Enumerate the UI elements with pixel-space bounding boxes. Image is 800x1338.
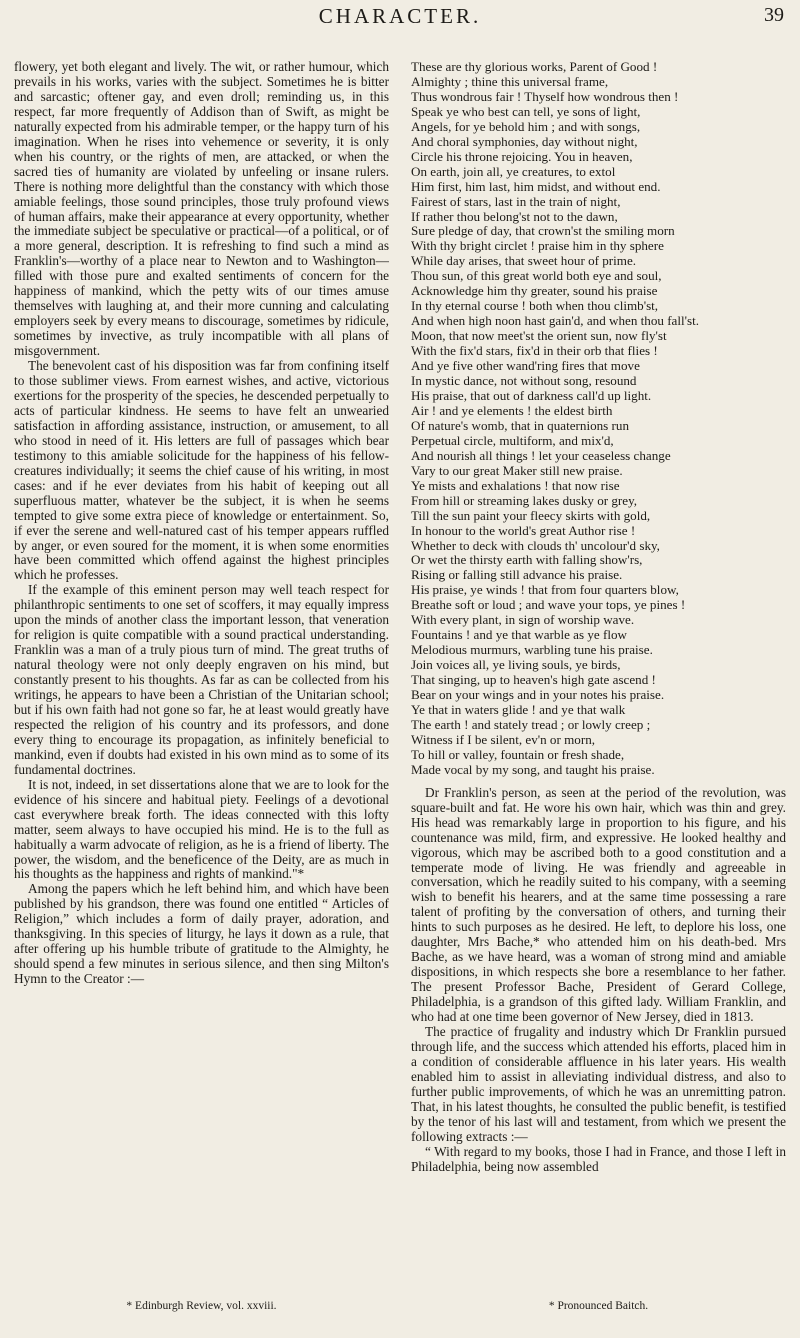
running-title: CHARACTER.: [318, 4, 482, 28]
right-column: [411, 60, 786, 1278]
paragraph: The benevolent cast of his disposition was far from confining itself to those sublimer views. From earnest wishes, and active, victorious exertions for the prosperity of the species, he descended perpetually to acts of particular kindness. He seems to have felt an unwearied satisfaction in affording assistance, instruction, or amusement, to all who stood in need of it. His letters are full of passages which bear testimony to this amiable solicitude for the happiness of his fellow-creatures individually; it seems the chief cause of his writing, in most cases: and if he ever deviates from his habit of keeping out all superfluous matter, whatever be the subject, it is when he seems tempted to give some extra piece of knowledge or entertainment. So, if ever the serene and well-natured cast of his temper appears ruffled by anger, or even soured for the moment, it is when some enormities have been committed which offend against the highest principles which he professes.: [14, 358, 389, 583]
milton-hymn-poem: [411, 60, 786, 778]
poem-line: His praise, that out of darkness call'd up light.: [411, 387, 652, 403]
poem-line: In honour to the world's great Author rise !: [411, 522, 636, 538]
poem-line: And ye five other wand'ring fires that move: [411, 358, 640, 374]
poem-line: Melodious murmurs, warbling tune his praise.: [411, 642, 653, 658]
poem-line: With the fix'd stars, fix'd in their orb that flies !: [411, 343, 658, 359]
paragraph: The practice of frugality and industry which Dr Franklin pursued through life, and the success which attended his efforts, placed him in a condition of considerable affluence in his later years. His wealth enabled him to assist in alleviating individual distress, and also to further public improvements, of which he was an unremitting patron. That, in his latest thoughts, he consulted the public benefit, is testified by the tenor of his last will and testament, from which we present the following extracts :—: [411, 1024, 786, 1144]
poem-line: Circle his throne rejoicing. You in heaven,: [411, 148, 633, 164]
poem-line: Air ! and ye elements ! the eldest birth: [411, 402, 613, 418]
page-number: 39: [764, 4, 784, 26]
poem-line: Almighty ; thine this universal frame,: [411, 73, 609, 89]
poem-line: His praise, ye winds ! that from four quarters blow,: [411, 582, 679, 598]
poem-line: Join voices all, ye living souls, ye birds,: [411, 657, 621, 673]
poem-line: The earth ! and stately tread ; or lowly creep ;: [411, 716, 651, 732]
poem-line: These are thy glorious works, Parent of Good !: [411, 60, 658, 74]
poem-line: Made vocal by my song, and taught his praise.: [411, 761, 655, 777]
poem-line: Speak ye who best can tell, ye sons of light,: [411, 103, 641, 119]
poem-line: Ye mists and exhalations ! that now rise: [411, 477, 620, 493]
poem-line: If rather thou belong'st not to the dawn,: [411, 208, 618, 224]
poem-line: Fountains ! and ye that warble as ye flow: [411, 627, 627, 643]
poem-line: Vary to our great Maker still new praise.: [411, 462, 623, 478]
paragraph: It is not, indeed, in set dissertations alone that we are to look for the evidence of his sincere and habitual piety. Feelings of a devotional cast everywhere break forth. The ideas connected with this lofty matter, seem always to have occupied his mind. He is to the full as habitually a warm advocate of religion, as he is a friend of liberty. The power, the wisdom, and the beneficence of the Deity, are as much in his thoughts as the happiness and rights of mankind."*: [14, 776, 389, 882]
left-column: [14, 60, 389, 1278]
poem-line: From hill or streaming lakes dusky or grey,: [411, 492, 638, 508]
poem-line: In thy eternal course ! both when thou climb'st,: [411, 298, 659, 314]
paragraph: If the example of this eminent person may well teach respect for philanthropic sentiments to one set of scoffers, it may equally impress upon the minds of another class the important lesson, that veneration for religion is quite compatible with a sound practical understanding. Franklin was a man of a truly pious turn of mind. The great truths of natural theology were not only deeply engraven on his mind, but constantly present to his thoughts. As far as can be collected from his writings, he appears to have been a Christian of the Unitarian school; but if his own faith had not gone so far, he at least would greatly have respected the religion of his country and its professors, and done every thing to encourage its propagation, as infinitely beneficial to mankind, even if doubts had existed in his own mind as to some of its fundamental doctrines.: [14, 582, 389, 777]
poem-line: Thou sun, of this great world both eye and soul,: [411, 268, 662, 284]
poem-line: While day arises, that sweet hour of prime.: [411, 253, 637, 269]
poem-line: Acknowledge him thy greater, sound his praise: [411, 283, 658, 299]
poem-line: Or wet the thirsty earth with falling show'rs,: [411, 552, 643, 568]
poem-line: Till the sun paint your fleecy skirts with gold,: [411, 507, 651, 523]
poem-line: Angels, for ye behold him ; and with songs,: [411, 118, 641, 134]
poem-line: Ye that in waters glide ! and ye that walk: [411, 701, 626, 717]
paragraph: Dr Franklin's person, as seen at the period of the revolution, was square-built and fat. He wore his own hair, which was thin and grey. His head was remarkably large in proportion to his figure, and his countenance was mild, firm, and expressive. He looked healthy and vigorous, which may be ascribed both to a good constitution and a temperate mode of living. He was friendly and agreeable in conversation, which he readily suited to his company, with a seeming wish to benefit his hearers, and at the same time possessing a rare talent of profiting by the conversation of others, and turning their hints to such purposes as he desired. He left, to deplore his loss, one daughter, Mrs Bache,* who attended him on his death-bed. Mrs Bache, as we have heard, was a woman of strong mind and amiable dispositions, in which respects she bore a resemblance to her father. The present Professor Bache, President of Gerard College, Philadelphia, is a grandson of this gifted lady. William Franklin, and who had at one time been governor of New Jersey, died in 1813.: [411, 784, 786, 1025]
poem-line: Perpetual circle, multiform, and mix'd,: [411, 432, 614, 448]
poem-line: Whether to deck with clouds th' uncolour'd sky,: [411, 537, 660, 553]
paragraph: flowery, yet both elegant and lively. The wit, or rather humour, which prevails in his works, varies with the subject. Sometimes he is bitter and sarcastic; oftener gay, and even droll; reminding us, in this respect, far more frequently of Addison than of Swift, as might be naturally expected from his admirable temper, or the happy turn of his imagination. When he rises into vehemence or severity, it is only when his country, or the rights of men, are attacked, or when the sacred ties of humanity are violated by unfeeling or insane rulers. There is nothing more delightful than the constancy with which those amiable feelings, those sound principles, those truly profound views of human affairs, make their appearance at every opportunity, whether the immediate subject be speculative or practical—of a political, or of a more general, description. It is refreshing to find such a mind as Franklin's—worthy of a place near to Newton and to Washington—filled with those pure and exalted sentiments of concern for the happiness of mankind, which the petty wits of our times amuse themselves with laughing at, and their more cunning and calculating employers seek by every means to discourage, sometimes by ridicule, sometimes by invective, as truly incompatible with all plans of misgovernment.: [14, 60, 389, 359]
footnote-left: * Edinburgh Review, vol. xxviii.: [126, 1300, 277, 1312]
poem-line: To hill or valley, fountain or fresh shade,: [411, 746, 625, 762]
poem-line: Thus wondrous fair ! Thyself how wondrous then !: [411, 88, 679, 104]
poem-line: On earth, join all, ye creatures, to extol: [411, 163, 616, 179]
footnote-right: * Pronounced Baitch.: [548, 1300, 649, 1312]
poem-line: That singing, up to heaven's high gate ascend !: [411, 672, 656, 688]
poem-line: Sure pledge of day, that crown'st the smiling morn: [411, 223, 675, 239]
poem-line: Moon, that now meet'st the orient sun, now fly'st: [411, 328, 667, 344]
poem-line: With thy bright circlet ! praise him in thy sphere: [411, 238, 664, 254]
poem-line: Breathe soft or loud ; and wave your tops, ye pines !: [411, 597, 686, 613]
paragraph: Among the papers which he left behind him, and which have been published by his grandson, there was found one entitled “ Articles of Religion,” which includes a form of daily prayer, adoration, and thanksgiving. In this species of liturgy, he lays it down as a rule, that after offering up his humble tribute of gratitude to the Almighty, he should spend a few minutes in serious silence, and then sing Milton's Hymn to the Creator :—: [14, 881, 389, 987]
poem-line: Him first, him last, him midst, and without end.: [411, 178, 661, 194]
poem-line: With every plant, in sign of worship wave.: [411, 612, 635, 628]
poem-line: Of nature's womb, that in quaternions run: [411, 417, 629, 433]
paragraph: “ With regard to my books, those I had in France, and those I left in Philadelphia, being now assembled: [411, 1143, 786, 1174]
running-head: [0, 0, 800, 40]
poem-line: And choral symphonies, day without night,: [411, 133, 638, 149]
poem-line: Bear on your wings and in your notes his praise.: [411, 687, 665, 703]
poem-line: Fairest of stars, last in the train of night,: [411, 193, 621, 209]
poem-line: And nourish all things ! let your ceaseless change: [411, 447, 671, 463]
poem-line: In mystic dance, not without song, resound: [411, 373, 637, 389]
poem-line: And when high noon hast gain'd, and when thou fall'st.: [411, 313, 700, 329]
poem-line: Witness if I be silent, ev'n or morn,: [411, 731, 596, 747]
poem-line: Rising or falling still advance his praise.: [411, 567, 623, 583]
